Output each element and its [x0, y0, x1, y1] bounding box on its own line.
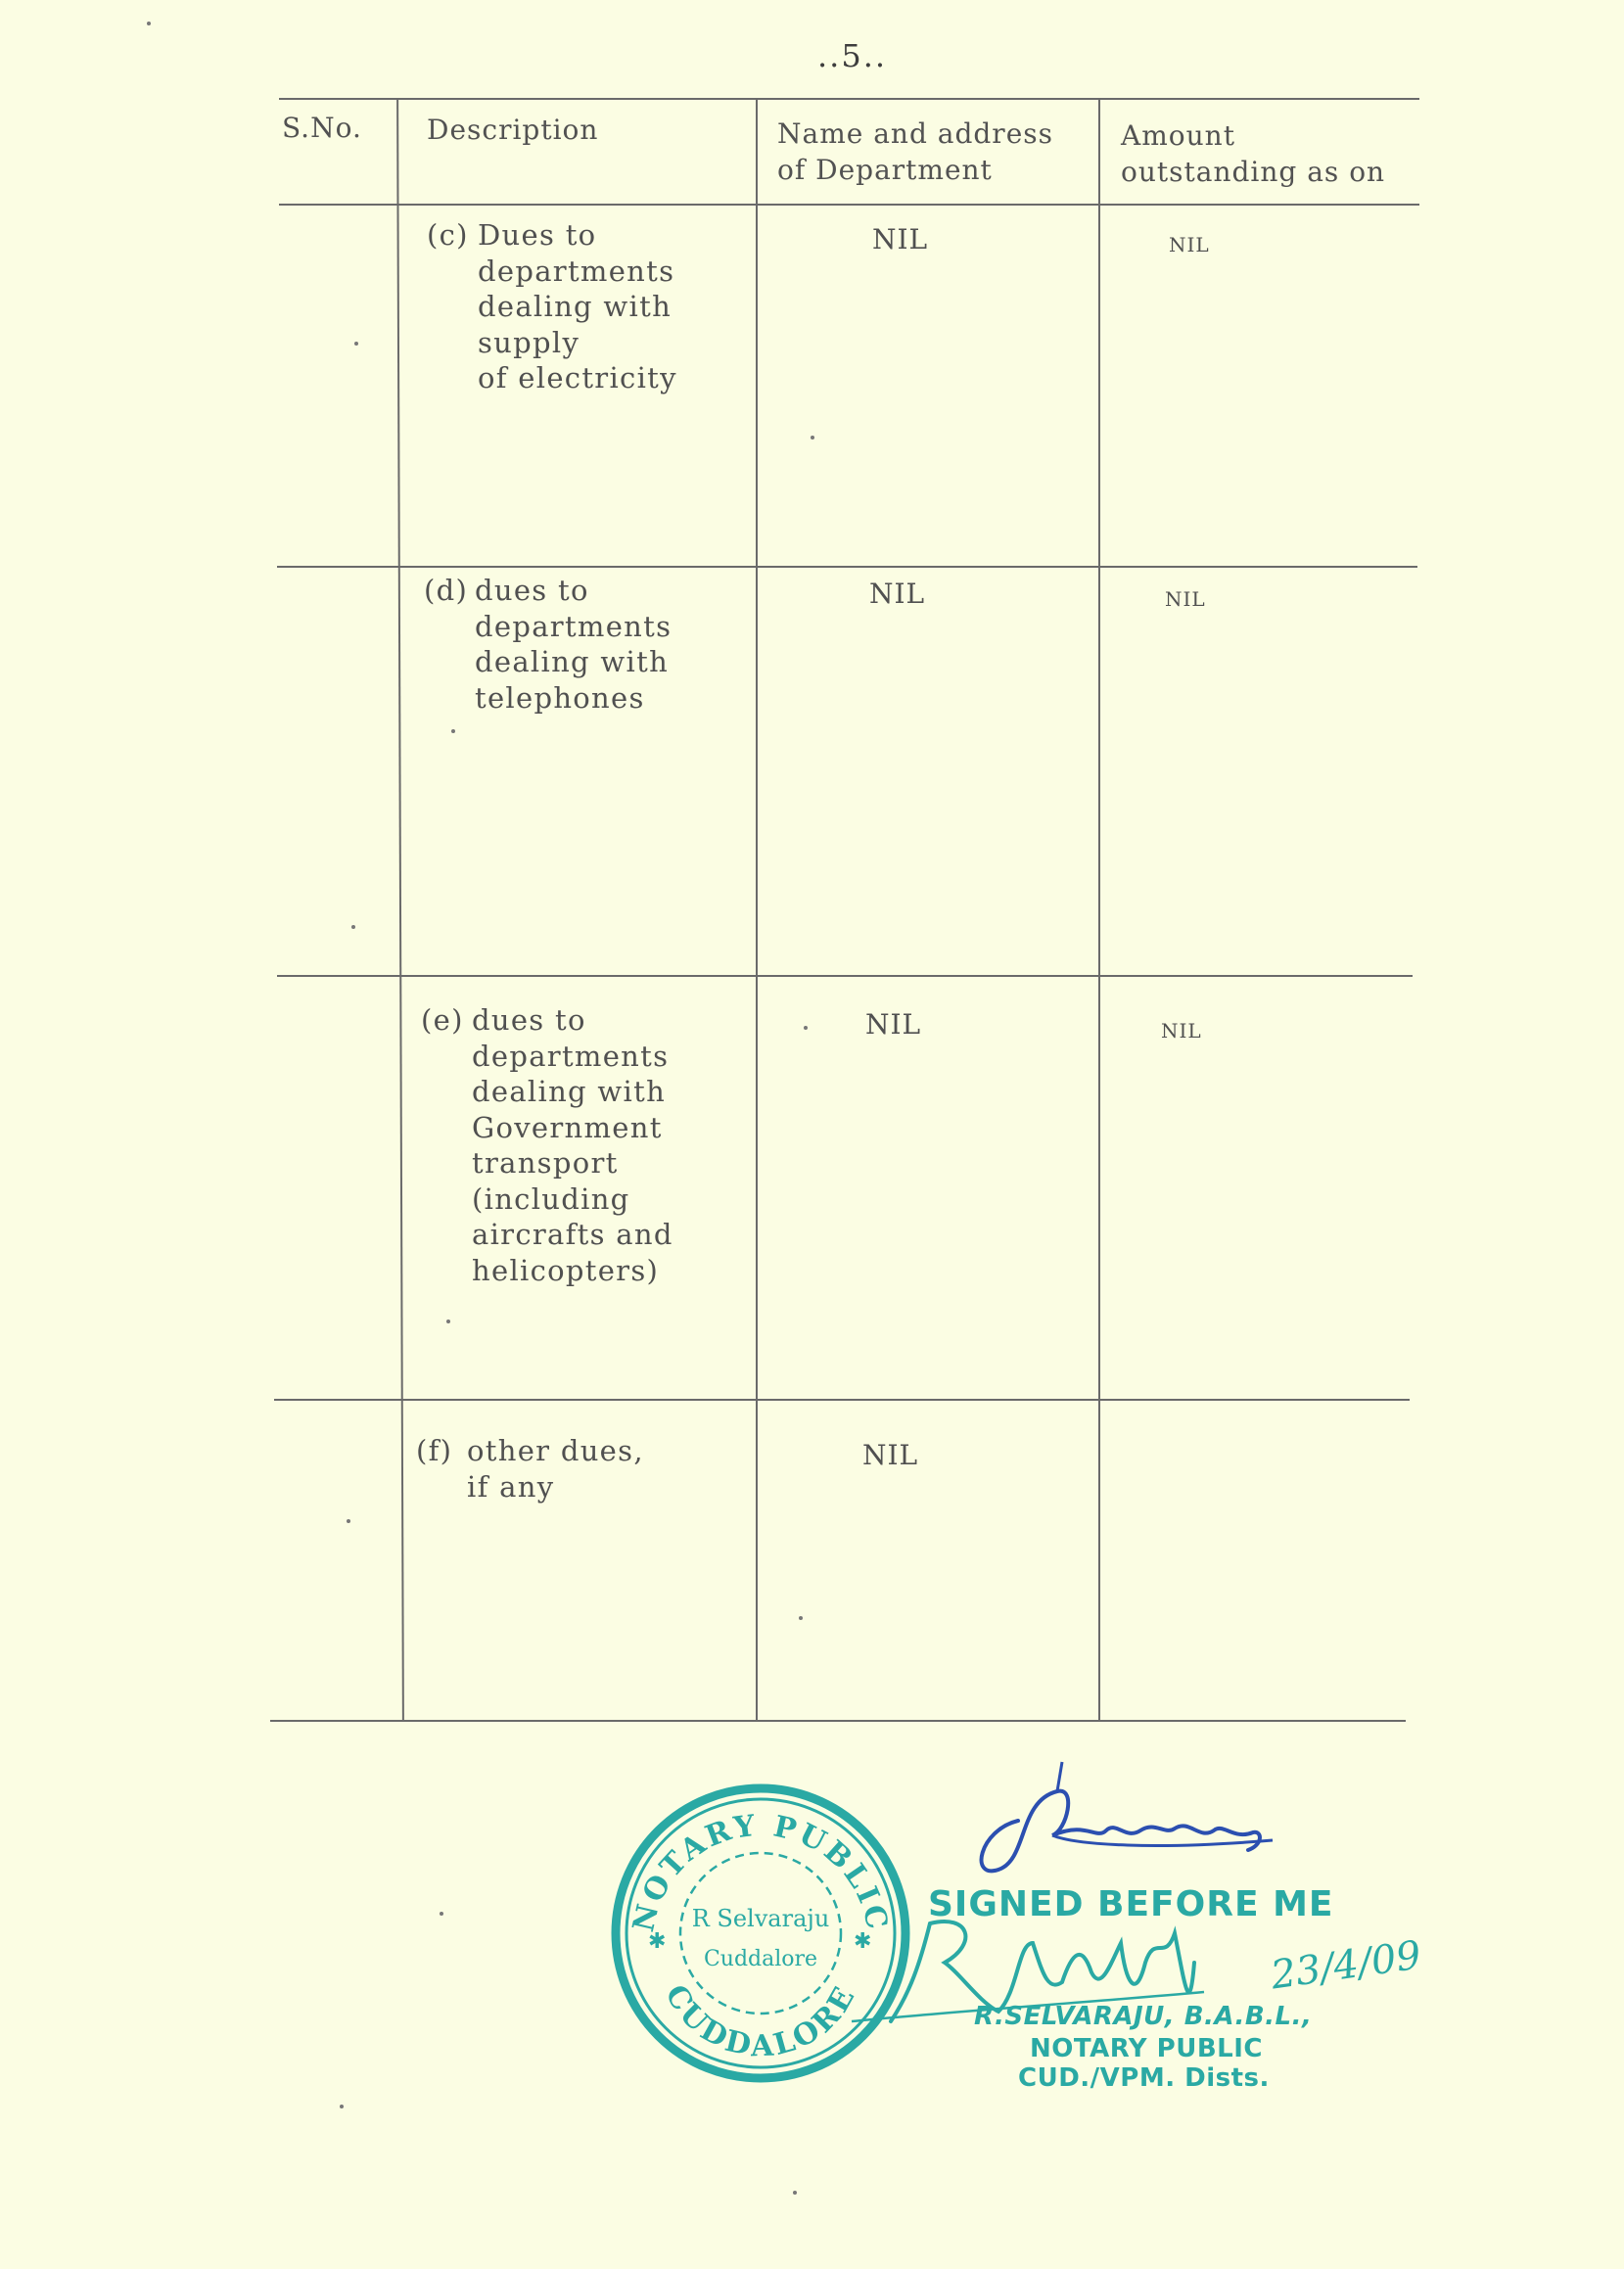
- description-line: helicopters): [472, 1253, 660, 1287]
- speck: [354, 342, 358, 346]
- speck: [351, 925, 355, 929]
- speck: [440, 1912, 443, 1916]
- speck: [793, 2191, 797, 2195]
- description-line: dues to: [475, 574, 589, 607]
- row-d-department-value: NIL: [869, 578, 926, 610]
- seal-name: R Selvaraju: [691, 1905, 830, 1932]
- table-top-rule: [279, 98, 1419, 100]
- speck: [811, 436, 814, 440]
- row-label: (d): [424, 574, 469, 607]
- description-line: aircrafts and: [472, 1218, 673, 1251]
- description-line: dealing with: [472, 1075, 667, 1108]
- speck: [446, 1320, 450, 1323]
- row-d-bottom-rule: [277, 975, 1413, 977]
- description-line: departments: [472, 1039, 670, 1073]
- row-c-amount-value: NIL: [1169, 233, 1210, 256]
- header-amount-line-2: outstanding as on: [1121, 156, 1386, 188]
- notary-district: CUD./VPM. Dists.: [1018, 2063, 1270, 2093]
- header-description: Description: [427, 114, 599, 146]
- row-e-amount-value: NIL: [1161, 1019, 1202, 1042]
- header-sno: S.No.: [282, 112, 362, 144]
- table-row-c-description: [427, 217, 677, 396]
- description-line: other dues,: [467, 1434, 644, 1467]
- table-row-e-description: [421, 1002, 673, 1288]
- notary-title: NOTARY PUBLIC: [1030, 2034, 1263, 2063]
- star-icon: ✱: [854, 1929, 872, 1954]
- description-line: supply: [478, 325, 580, 359]
- description-line: of electricity: [478, 361, 677, 394]
- description-line: dues to: [472, 1003, 586, 1037]
- speck: [451, 729, 455, 733]
- row-c-bottom-rule: [277, 566, 1417, 568]
- signed-before-me-stamp: SIGNED BEFORE ME: [928, 1884, 1334, 1924]
- header-department-line-1: Name and address: [777, 117, 1053, 150]
- notary-date: 23/4/09: [1268, 1932, 1424, 1999]
- table-row-f-description: [416, 1433, 644, 1505]
- description-line: dealing with: [475, 645, 670, 678]
- description-line: telephones: [475, 680, 645, 715]
- page-number: ..5..: [817, 37, 888, 74]
- description-line: departments: [478, 254, 675, 288]
- row-label: (f): [416, 1434, 453, 1467]
- notary-name: R.SELVARAJU, B.A.B.L.,: [974, 2002, 1313, 2031]
- deponent-signature: [959, 1762, 1312, 1889]
- seal-bottom-text: CUDDALORE: [658, 1979, 863, 2064]
- speck: [340, 2105, 344, 2108]
- column-divider-3: [1098, 98, 1100, 1722]
- speck: [799, 1616, 803, 1620]
- row-e-department-value: NIL: [865, 1008, 922, 1041]
- row-label: (e): [421, 1003, 464, 1037]
- speck: [147, 22, 151, 25]
- description-line: transport: [472, 1146, 619, 1180]
- seal-top-text: NOTARY PUBLIC: [626, 1808, 895, 1935]
- header-amount-line-1: Amount: [1121, 119, 1235, 152]
- table-row-d-description: [424, 573, 672, 716]
- header-department: [777, 116, 1053, 188]
- description-line: departments: [475, 609, 673, 643]
- speck: [804, 1026, 808, 1030]
- description-line: Government: [472, 1110, 663, 1144]
- header-amount: [1121, 117, 1385, 190]
- column-divider-2: [756, 98, 758, 1722]
- row-c-department-value: NIL: [872, 223, 929, 255]
- speck: [347, 1519, 350, 1523]
- description-line: Dues to: [478, 218, 597, 252]
- star-icon: ✱: [648, 1929, 667, 1954]
- header-department-line-2: of Department: [777, 154, 993, 186]
- row-d-amount-value: NIL: [1165, 587, 1206, 611]
- header-bottom-rule: [279, 204, 1419, 206]
- seal-place: Cuddalore: [703, 1947, 818, 1971]
- table-bottom-rule: [270, 1720, 1406, 1722]
- description-line: if any: [467, 1469, 555, 1504]
- row-f-department-value: NIL: [862, 1439, 919, 1471]
- row-e-bottom-rule: [274, 1399, 1410, 1401]
- column-divider-1: [396, 98, 404, 1722]
- description-line: (including: [472, 1181, 630, 1216]
- description-line: dealing with: [478, 290, 673, 323]
- row-label: (c): [427, 218, 469, 252]
